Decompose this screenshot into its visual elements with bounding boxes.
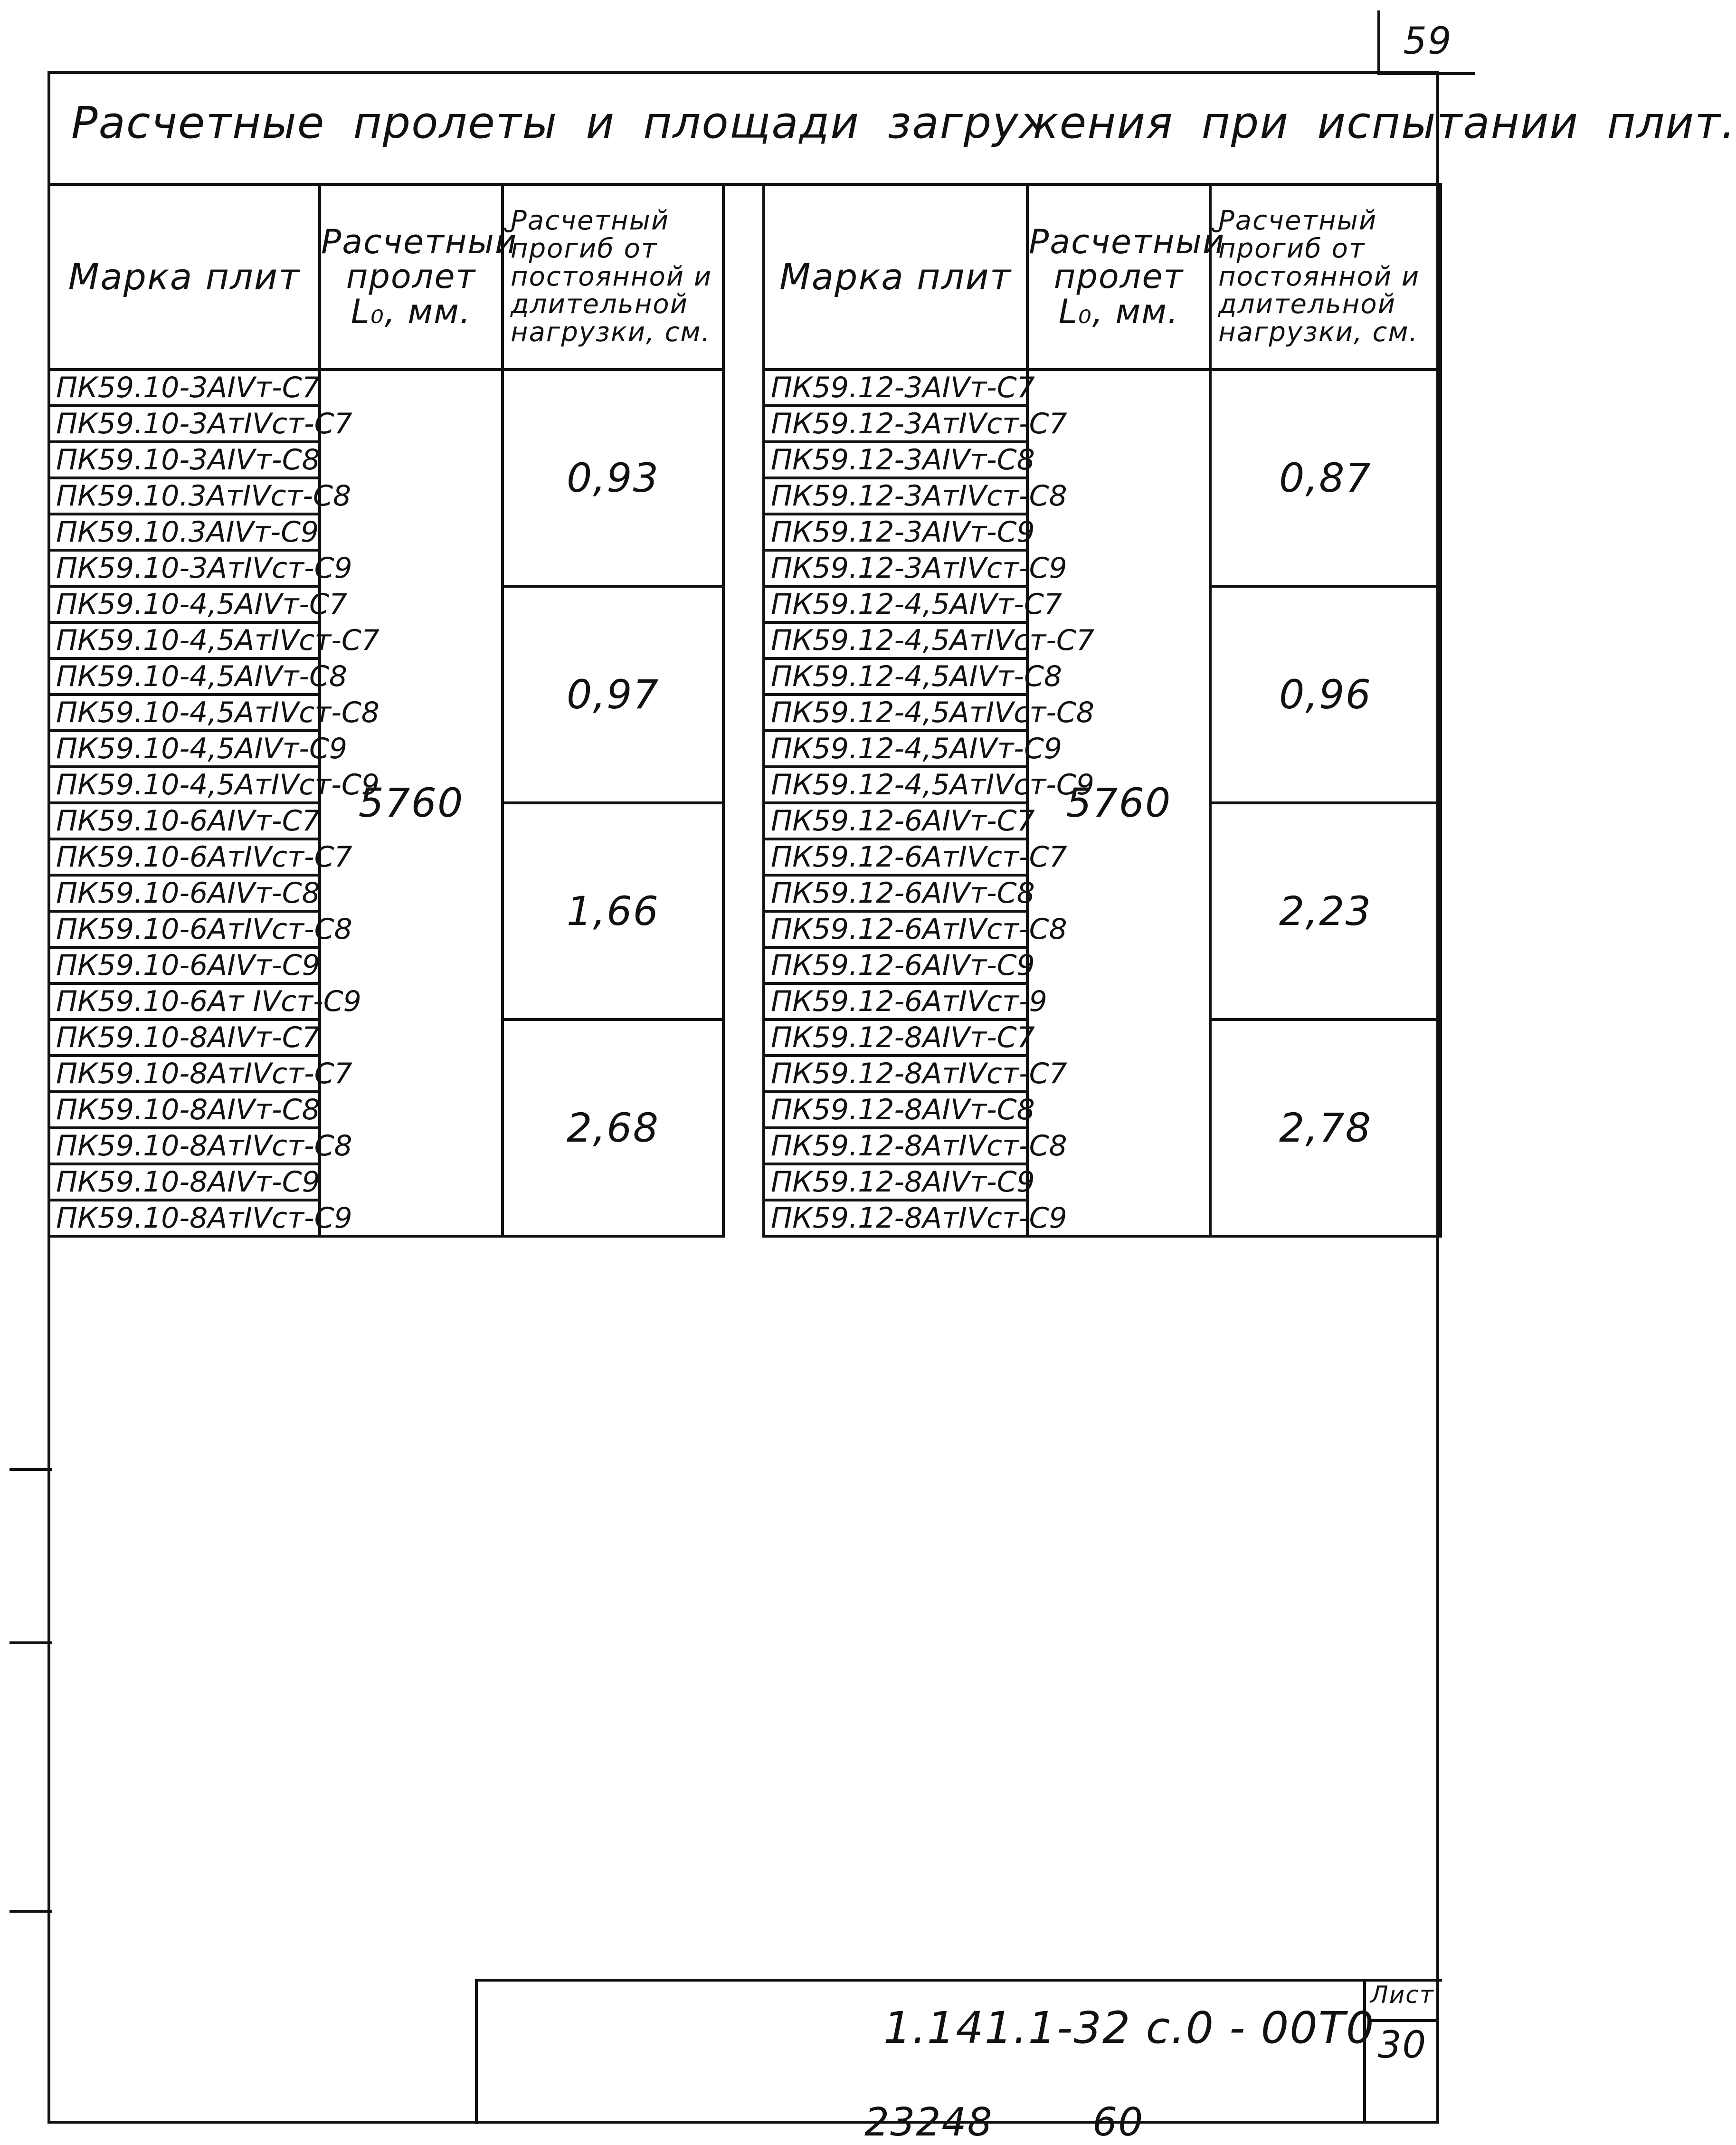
slab-mark: ПК59.12-3АIVт-С7 (764, 370, 1027, 406)
slab-mark: ПК59.10-3АIVт-С7 (49, 370, 320, 406)
design-deflection: 0,97 (503, 586, 723, 803)
document-code: 1.141.1-32 с.0 - 00Т0 (883, 2002, 1375, 2053)
slab-mark: ПК59.12-3АтIVст-С7 (764, 406, 1027, 442)
design-span: 5760 (1027, 370, 1210, 1236)
slab-mark: ПК59.12-3АIVт-С9 (764, 514, 1027, 550)
margin-tick (9, 1910, 52, 1913)
slab-mark: ПК59.12-4,5АтIVст-С8 (764, 695, 1027, 731)
header-span: Расчетный пролет L₀, мм. (320, 184, 503, 370)
sheet-number: 30 (1377, 2024, 1427, 2067)
slab-mark: ПК59.12-8АтIVст-С7 (764, 1056, 1027, 1092)
slab-mark: ПК59.12-6АIVт-С8 (764, 875, 1027, 911)
left-table (47, 183, 725, 1238)
slab-mark: ПК59.10-8АтIVст-С7 (49, 1056, 320, 1092)
slab-mark: ПК59.12-6АтIVст-9 (764, 983, 1027, 1020)
slab-mark: ПК59.10-6АIVт-С8 (49, 875, 320, 911)
header-mark: Марка плит (764, 184, 1027, 370)
slab-mark: ПК59.12-6АтIVст-С8 (764, 911, 1027, 947)
design-deflection: 0,93 (503, 370, 723, 586)
slab-mark: ПК59.10-6АIVт-С7 (49, 803, 320, 839)
slab-mark: ПК59.10-3АтIVст-С9 (49, 550, 320, 586)
slab-mark: ПК59.12-8АIVт-С8 (764, 1092, 1027, 1128)
slab-mark: ПК59.10-8АIVт-С7 (49, 1020, 320, 1056)
left-table-body (49, 370, 723, 1236)
design-deflection: 2,78 (1210, 1020, 1441, 1236)
slab-mark: ПК59.12-8АтIVст-С8 (764, 1128, 1027, 1164)
slab-mark: ПК59.10-4,5АтIVст-С7 (49, 622, 320, 658)
slab-mark: ПК59.12-4,5АIVт-С9 (764, 731, 1027, 767)
slab-mark: ПК59.10-4,5АIVт-С7 (49, 586, 320, 622)
design-deflection: 0,96 (1210, 586, 1441, 803)
slab-mark: ПК59.12-3АтIVст-С9 (764, 550, 1027, 586)
slab-mark: ПК59.10-6АтIVст-С7 (49, 839, 320, 875)
slab-mark: ПК59.10-6АтIVст-С8 (49, 911, 320, 947)
footer-number-a: 23248 (864, 2100, 993, 2145)
right-table (762, 183, 1442, 1238)
margin-tick (9, 1468, 52, 1471)
footer-number-b: 60 (1092, 2100, 1144, 2145)
slab-mark: ПК59.12-6АIVт-С9 (764, 947, 1027, 983)
slab-mark: ПК59.10-6Ат IVст-С9 (49, 983, 320, 1020)
design-span: 5760 (320, 370, 503, 1236)
slab-mark: ПК59.12-4,5АIVт-С7 (764, 586, 1027, 622)
header-span: Расчетный пролет L₀, мм. (1027, 184, 1210, 370)
slab-mark: ПК59.10-8АтIVст-С9 (49, 1200, 320, 1236)
table-row (764, 370, 1441, 406)
page-number: 59 (1377, 10, 1475, 75)
header-mark: Марка плит (49, 184, 320, 370)
right-table-body (764, 370, 1441, 1236)
header-deflection: Расчетный прогиб от постоянной и длительной нагрузки, см. (1210, 184, 1441, 370)
slab-mark: ПК59.12-8АтIVст-С9 (764, 1200, 1027, 1236)
slab-mark: ПК59.10-3АтIVст-С7 (49, 406, 320, 442)
slab-mark: ПК59.12-3АтIVст-С8 (764, 478, 1027, 514)
slab-mark: ПК59.12-6АIVт-С7 (764, 803, 1027, 839)
slab-mark: ПК59.10.3АтIVст-С8 (49, 478, 320, 514)
slab-mark: ПК59.12-3АIVт-С8 (764, 442, 1027, 478)
slab-mark: ПК59.10.3АIVт-С9 (49, 514, 320, 550)
slab-mark: ПК59.12-4,5АIVт-С8 (764, 658, 1027, 695)
slab-mark: ПК59.12-8АIVт-С9 (764, 1164, 1027, 1200)
margin-tick (9, 1641, 52, 1644)
slab-mark: ПК59.12-4,5АтIVст-С9 (764, 767, 1027, 803)
document-title: Расчетные пролеты и площади загружения при испытании плит. (71, 97, 1736, 148)
header-deflection: Расчетный прогиб от постоянной и длительной нагрузки, см. (503, 184, 723, 370)
design-deflection: 0,87 (1210, 370, 1441, 586)
slab-mark: ПК59.10-4,5АтIVст-С9 (49, 767, 320, 803)
sheet-label: Лист (1368, 1981, 1437, 2022)
slab-mark: ПК59.10-8АIVт-С8 (49, 1092, 320, 1128)
slab-mark: ПК59.10-4,5АтIVст-С8 (49, 695, 320, 731)
table-row (49, 370, 723, 406)
slab-mark: ПК59.12-4,5АтIVст-С7 (764, 622, 1027, 658)
slab-mark: ПК59.10-8АтIVст-С8 (49, 1128, 320, 1164)
slab-mark: ПК59.10-4,5АIVт-С8 (49, 658, 320, 695)
slab-mark: ПК59.10-8АIVт-С9 (49, 1164, 320, 1200)
slab-mark: ПК59.12-6АтIVст-С7 (764, 839, 1027, 875)
design-deflection: 2,68 (503, 1020, 723, 1236)
design-deflection: 2,23 (1210, 803, 1441, 1020)
design-deflection: 1,66 (503, 803, 723, 1020)
slab-mark: ПК59.12-8АIVт-С7 (764, 1020, 1027, 1056)
slab-mark: ПК59.10-6АIVт-С9 (49, 947, 320, 983)
slab-mark: ПК59.10-4,5АIVт-С9 (49, 731, 320, 767)
slab-mark: ПК59.10-3АIVт-С8 (49, 442, 320, 478)
